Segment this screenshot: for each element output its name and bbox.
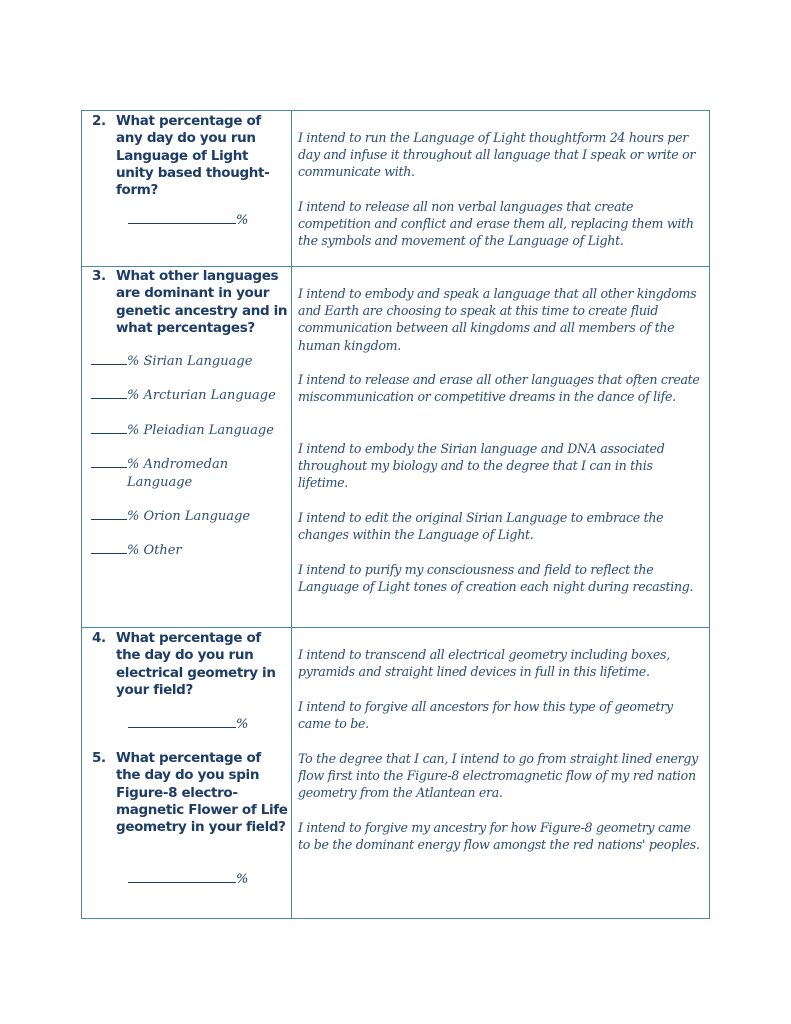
question-text: What other languages are dominant in your genetic ancestry and in what percentages? <box>116 268 288 336</box>
intention-text: I intend to embody and speak a language that all other kingdoms and Earth are choosing to speak at this time to create fluid communication between all kingdoms and all members of the human kingdom. <box>298 286 697 353</box>
intention-text: To the degree that I can, I intend to go from straight lined energy flow first into the Figure-8 electromagnetic flow of my red nation geometry from the Atlantean era. <box>298 751 698 801</box>
language-entry-andromedan[interactable]: % Andromedan Language <box>91 456 297 491</box>
question-number: 3. <box>92 268 106 284</box>
intention-text: I intend to release and erase all other languages that often create miscommunication or competitive dreams in the dance of life. <box>298 372 700 405</box>
language-entry-arcturian[interactable]: % Arcturian Language <box>91 387 276 405</box>
intention-text: I intend to run the Language of Light thoughtform 24 hours per day and infuse it throughout all language that I speak or write or communicate with. <box>298 130 696 180</box>
intention-text: I intend to transcend all electrical geometry including boxes, pyramids and straight lined devices in full in this lifetime. <box>298 647 670 680</box>
percentage-blank[interactable]: % <box>128 871 248 887</box>
table-row <box>82 111 709 267</box>
language-entry-other[interactable]: % Other <box>91 542 182 560</box>
intention-text: I intend to embody the Sirian language and DNA associated throughout my biology and to the degree that I can in this lifetime. <box>298 441 665 491</box>
intention-text: I intend to purify my consciousness and field to reflect the Language of Light tones of creation each night during recasting. <box>298 562 694 595</box>
question-2 <box>92 113 288 199</box>
worksheet-table <box>81 110 710 919</box>
intention-text: I intend to forgive all ancestors for how this type of geometry came to be. <box>298 699 673 732</box>
intention-text: I intend to forgive my ancestry for how Figure-8 geometry came to be the dominant energy flow amongst the red nations' peoples. <box>298 820 700 853</box>
intention-text: I intend to edit the original Sirian Language to embrace the changes within the Language of Light. <box>298 510 664 543</box>
question-text: What percentage of the day do you run electrical geometry in your field? <box>116 630 276 698</box>
question-4 <box>92 630 288 699</box>
question-number: 5. <box>92 750 106 766</box>
language-entry-sirian[interactable]: % Sirian Language <box>91 353 252 371</box>
question-5 <box>92 750 288 836</box>
question-text: What percentage of the day do you spin Figure-8 electro-magnetic Flower of Life geometry in your field? <box>116 750 288 836</box>
percentage-blank[interactable]: % <box>128 212 248 228</box>
percentage-blank[interactable]: % <box>128 716 248 732</box>
question-number: 4. <box>92 630 106 646</box>
language-entry-orion[interactable]: % Orion Language <box>91 508 250 526</box>
table-row <box>82 267 709 628</box>
question-text: What percentage of any day do you run Language of Light unity based thought-form? <box>116 113 270 199</box>
question-number: 2. <box>92 113 106 129</box>
language-entry-pleiadian[interactable]: % Pleiadian Language <box>91 422 274 440</box>
question-3 <box>92 268 288 337</box>
intention-text: I intend to release all non verbal languages that create competition and conflict and erase them all, replacing them with the symbols and movement of the Language of Light. <box>298 199 694 249</box>
table-row <box>82 628 709 918</box>
